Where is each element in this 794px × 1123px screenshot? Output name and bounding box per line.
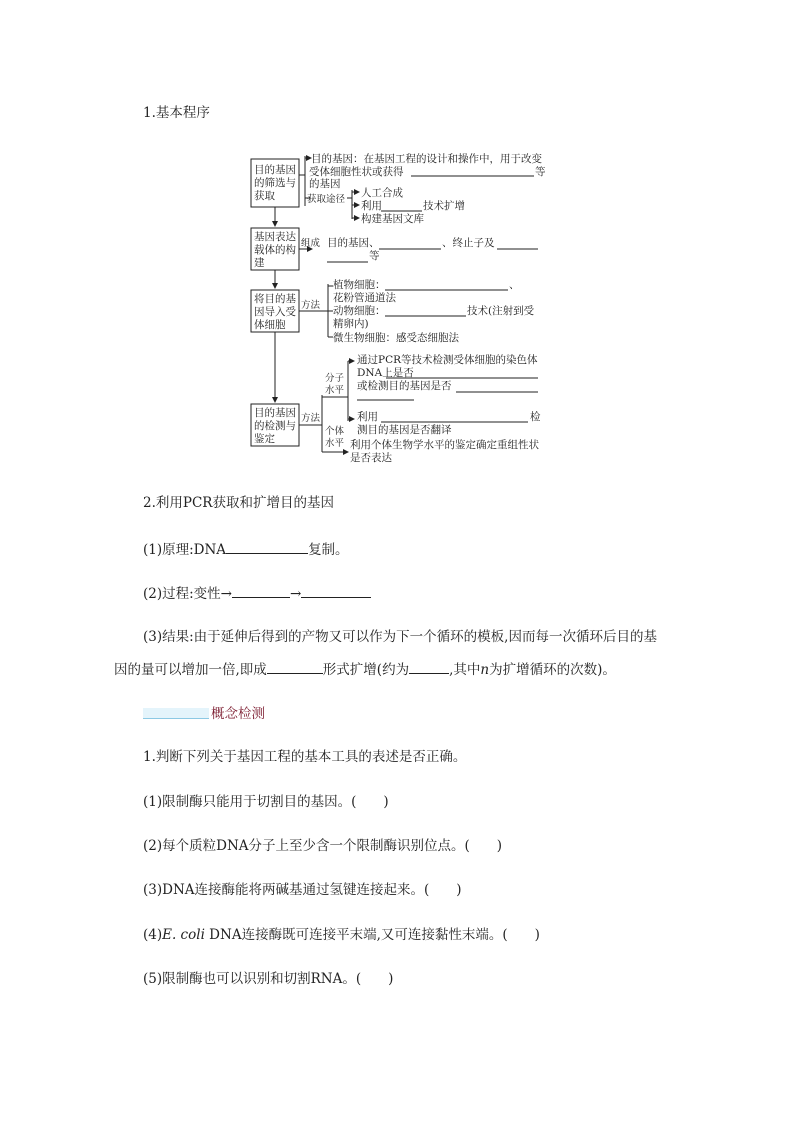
pcr-process-label: (2)过程:变性 — [143, 586, 221, 602]
s4-molecular-2: 水平 — [325, 385, 345, 396]
s2-label: 组成 — [301, 238, 321, 249]
s4-line-4a: 利用 — [357, 411, 378, 423]
item-4-number: (4) — [143, 927, 163, 943]
s4-individual-1: 个体 — [325, 426, 345, 437]
step-3-line-3: 体细胞 — [254, 319, 286, 331]
pcr-principle-end: 复制。 — [308, 542, 349, 558]
question-item-2: (2)每个质粒DNA分子上至少含一个限制酶识别位点。( ) — [143, 838, 503, 854]
step-1-line-3: 获取 — [254, 190, 275, 202]
s1-route-2b: 技术扩增 — [423, 200, 465, 212]
s4-label: 方法 — [301, 413, 321, 424]
s1-route-label: 获取途径 — [307, 194, 346, 205]
question-item-3: (3)DNA连接酶能将两碱基通过氢键连接起来。( ) — [143, 882, 462, 898]
procedure-flowchart — [0, 0, 794, 480]
section-2-title: 2.利用PCR获取和扩增目的基因 — [143, 495, 334, 511]
s4-line-6: 利用个体生物学水平的鉴定确定重组性状 — [350, 439, 539, 451]
s1-line-1: 目的基因：在基因工程的设计和操作中，用于改变 — [311, 153, 542, 165]
s4-line-5: 测目的基因是否翻译 — [357, 424, 452, 436]
pcr-result-b: 形式扩增(约为 — [322, 662, 410, 678]
variable-n: n — [480, 662, 490, 678]
s4-line-3: 或检测目的基因是否 — [357, 380, 452, 392]
concept-check-heading — [143, 705, 265, 723]
item-4-text: DNA连接酶既可连接平末端,又可连接黏性末端。( ) — [204, 927, 540, 943]
pcr-result-d: 为扩增循环的次数)。 — [489, 662, 616, 678]
s4-line-2: DNA上是否 — [357, 367, 414, 379]
species-name: E. coli — [162, 927, 205, 943]
step-4-line-2: 的检测与 — [254, 420, 296, 432]
s1-route-1: 人工合成 — [361, 187, 403, 199]
s3-plant-2: 花粉管通道法 — [333, 292, 396, 304]
answer-blank — [232, 583, 290, 598]
s3-plant-1-end: 、 — [509, 279, 520, 291]
s1-line-3: 的基因 — [309, 178, 341, 190]
s3-animal-2: 精卵内) — [333, 318, 369, 330]
concept-heading-text: 概念检测 — [211, 706, 265, 722]
s3-plant-1: 植物细胞： — [333, 279, 386, 291]
answer-blank — [409, 659, 449, 674]
pcr-result-a: 因的量可以增加一倍,即成 — [114, 662, 267, 678]
s4-line-1: 通过PCR等技术检测受体细胞的染色体 — [357, 354, 538, 366]
s3-animal-1-end: 技术(注射到受 — [467, 305, 535, 317]
pcr-principle-label: (1)原理:DNA — [143, 542, 227, 558]
arrow-icon: → — [289, 586, 302, 602]
step-2-line-2: 载体的构 — [254, 244, 296, 256]
pcr-result-line-2 — [114, 659, 616, 679]
pcr-result-c: ,其中 — [449, 662, 481, 678]
s2-b: 、终止子及 — [442, 237, 495, 249]
step-4-line-1: 目的基因 — [254, 407, 296, 419]
step-2-line-1: 基因表达 — [254, 231, 296, 243]
step-1-line-1: 目的基因 — [254, 164, 296, 176]
step-4-line-3: 鉴定 — [254, 433, 275, 445]
answer-blank — [301, 583, 371, 598]
s4-individual-2: 水平 — [325, 438, 345, 449]
arrow-icon: → — [220, 586, 232, 602]
pcr-principle — [143, 539, 349, 559]
s4-line-7: 是否表达 — [350, 452, 392, 464]
question-item-1: (1)限制酶只能用于切割目的基因。( ) — [143, 794, 389, 810]
section-1-title: 1.基本程序 — [143, 105, 210, 121]
step-3-line-2: 因导入受 — [254, 306, 296, 318]
s1-line-2-end: 等 — [535, 166, 546, 178]
s4-molecular-1: 分子 — [325, 373, 345, 384]
answer-blank — [267, 659, 323, 674]
question-1-title: 1.判断下列关于基因工程的基本工具的表述是否正确。 — [143, 749, 467, 765]
step-2-line-3: 建 — [254, 257, 265, 269]
s1-route-3: 构建基因文库 — [361, 213, 424, 225]
s4-line-4b: 检 — [530, 411, 541, 423]
s2-a: 目的基因、 — [327, 237, 380, 249]
question-item-4 — [143, 926, 540, 944]
s2-c: 等 — [369, 250, 380, 262]
step-1-line-2: 的筛选与 — [254, 177, 296, 189]
question-item-5: (5)限制酶也可以识别和切割RNA。( ) — [143, 971, 394, 987]
answer-blank — [226, 539, 308, 554]
s1-route-2a: 利用 — [361, 200, 382, 212]
heading-highlight — [143, 708, 209, 719]
pcr-result-line-1: (3)结果:由于延伸后得到的产物又可以作为下一个循环的模板,因而每一次循环后目的基 — [143, 629, 657, 645]
pcr-process — [143, 583, 371, 603]
s3-label: 方法 — [301, 300, 321, 311]
step-3-line-1: 将目的基 — [254, 293, 296, 305]
s3-animal-1: 动物细胞： — [333, 305, 386, 317]
s3-microbe: 微生物细胞：感受态细胞法 — [333, 332, 459, 344]
s1-line-2: 受体细胞性状或获得 — [309, 166, 404, 178]
